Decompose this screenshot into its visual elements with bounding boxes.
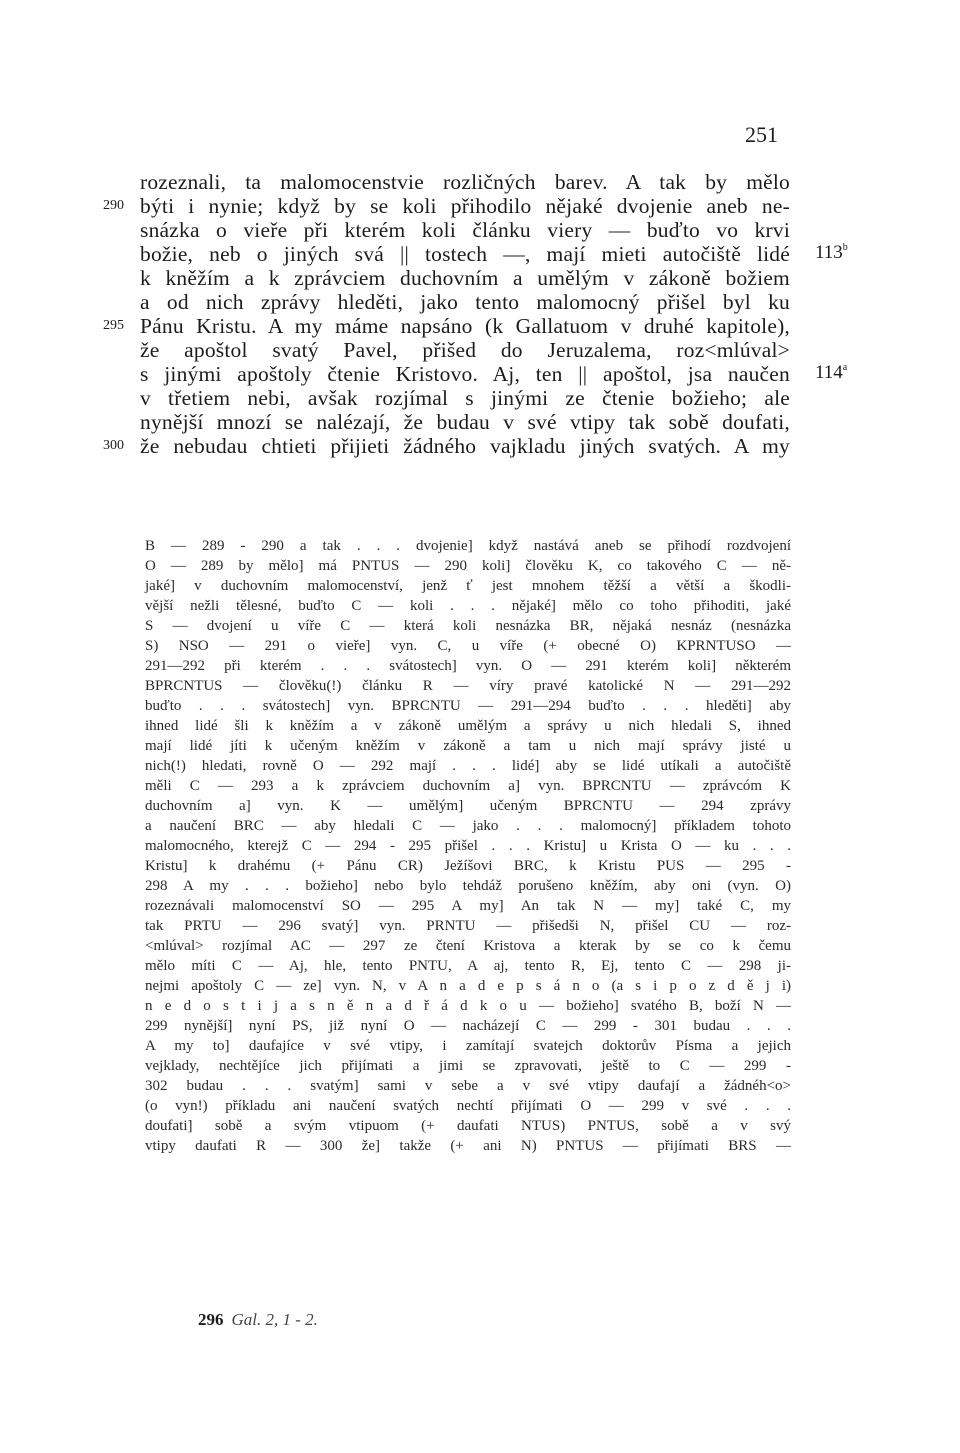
main-text-line: rozeznali, ta malomocenstvie rozličných barev. A tak by mělo xyxy=(140,170,790,194)
apparatus-line: A my to] daufajíce v své vtipy, i zamítají svatejch doktorův Písma a jejich xyxy=(145,1038,791,1054)
margin-folio-ref xyxy=(815,362,847,384)
margin-folio-side: b xyxy=(842,242,848,253)
main-text-line: k kněžím a k zprávciem duchovním a umělým v zákoně božiem xyxy=(140,266,790,290)
apparatus-line: 291—292 při kterém . . . svátostech] vyn. O — 291 kterém koli] některém xyxy=(145,658,791,674)
footnote-reference: Gal. 2, 1 - 2. xyxy=(231,1310,318,1329)
apparatus-line: nejmi apoštoly C — ze] vyn. N, v A n a d e p s á n o (a s i p o z d ě j i) xyxy=(145,978,791,994)
line-number: 290 xyxy=(103,198,124,213)
apparatus-line: jaké] v duchovním malomocenství, jenž ť jest mnohem těžší a větší a škodli- xyxy=(145,578,791,594)
apparatus-line: rozeznávali malomocenství SO — 295 A my] An tak N — my] také C, my xyxy=(145,898,791,914)
line-number: 295 xyxy=(103,318,124,333)
apparatus-line: doufati] sobě a svým vtipuom (+ daufati NTUS) PNTUS, sobě a v svý xyxy=(145,1118,791,1134)
main-text-line: a od nich zprávy hleděti, jako tento malomocný přišel byl ku xyxy=(140,290,790,314)
apparatus-line: tak PRTU — 296 svatý] vyn. PRNTU — přišedši N, přišel CU — roz- xyxy=(145,918,791,934)
margin-folio-side: a xyxy=(842,362,848,373)
apparatus-line: vtipy daufati R — 300 že] takže (+ ani N) PNTUS — přijímati BRS — xyxy=(145,1138,791,1154)
apparatus-line: buďto . . . svátostech] vyn. BPRCNTU — 291—294 buďto . . . hleděti] aby xyxy=(145,698,791,714)
apparatus-line: 302 budau . . . svatým] sami v sebe a v své vtipy daufají a žádnéh<o> xyxy=(145,1078,791,1094)
line-number: 300 xyxy=(103,438,124,453)
apparatus-line: <mlúval> rozjímal AC — 297 ze čtení Kristova a kterak by se co k čemu xyxy=(145,938,791,954)
apparatus-line: duchovním a] vyn. K — umělým] učeným BPRCNTU — 294 zprávy xyxy=(145,798,791,814)
apparatus-line: BPRCNTUS — člověku(!) článku R — víry pravé katolické N — 291—292 xyxy=(145,678,791,694)
apparatus-line: mají lidé jíti k učeným kněžím v zákoně a tam u nich mají správy jisté u xyxy=(145,738,791,754)
apparatus-line: 299 nynější] nyní PS, již nyní O — nacházejí C — 299 - 301 budau . . . xyxy=(145,1018,791,1034)
apparatus-line: malomocného, kterejž C — 294 - 295 přišel . . . Kristu] u Krista O — ku . . . xyxy=(145,838,791,854)
apparatus-line: nich(!) hledati, rovně O — 292 mají . . . lidé] aby se lidé utíkali a autočiště xyxy=(145,758,791,774)
main-text-line: nynější mnozí se nalézají, že budau v své vtipy tak sobě doufati, xyxy=(140,410,790,434)
apparatus-line: ihned lidé šli k kněžím a v zákoně umělým a správy u nich hledali S, ihned xyxy=(145,718,791,734)
apparatus-line: (o vyn!) příkladu ani naučení svatých nechtí přijímati O — 299 v své . . . xyxy=(145,1098,791,1114)
apparatus-line: B — 289 - 290 a tak . . . dvojenie] když nastává aneb se přihodí rozdvojení xyxy=(145,538,791,554)
main-text-line: že apoštol svatý Pavel, přišed do Jeruzalema, roz<mlúval> xyxy=(140,338,790,362)
page-number: 251 xyxy=(745,122,778,147)
main-text-line: božie, neb o jiných svá || tostech —, mají mieti autočiště lidé xyxy=(140,242,790,266)
footnote xyxy=(198,1310,318,1330)
apparatus-line: mělo míti C — Aj, hle, tento PNTU, A aj, tento R, Ej, tento C — 298 ji- xyxy=(145,958,791,974)
margin-folio-label: 114 xyxy=(815,362,843,383)
footnote-number: 296 xyxy=(198,1310,224,1329)
main-text-line: Pánu Kristu. A my máme napsáno (k Gallatuom v druhé kapitole), xyxy=(140,314,790,338)
main-text-line: snázka o vieře při kterém koli článku viery — buďto vo krvi xyxy=(140,218,790,242)
margin-folio-ref xyxy=(815,242,848,264)
main-text-line: že nebudau chtieti přijieti žádného vajkladu jiných svatých. A my xyxy=(140,434,790,458)
margin-folio-label: 113 xyxy=(815,242,843,263)
apparatus-line: O — 289 by mělo] má PNTUS — 290 koli] člověku K, co takového C — ně- xyxy=(145,558,791,574)
apparatus-line: vejklady, nechtějíce jich přijímati a jimi se zpravovati, ještě to C — 299 - xyxy=(145,1058,791,1074)
apparatus-line: S) NSO — 291 o vieře] vyn. C, u víře (+ obecné O) KPRNTUSO — xyxy=(145,638,791,654)
main-text-line: v třetiem nebi, avšak rozjímal s jinými ze čtenie božieho; ale xyxy=(140,386,790,410)
apparatus-line: a naučení BRC — aby hledali C — jako . . . malomocný] příkladem tohoto xyxy=(145,818,791,834)
apparatus-line: n e d o s t i j a s n ě n a d ř á d k o u — božieho] svatého B, boží N — xyxy=(145,998,791,1014)
apparatus-line: Kristu] k drahému (+ Pánu CR) Ježíšovi BRC, k Kristu PUS — 295 - xyxy=(145,858,791,874)
main-text-line: býti i nynie; když by se koli přihodilo nějaké dvojenie aneb ne- xyxy=(140,194,790,218)
apparatus-line: 298 A my . . . božieho] nebo bylo tehdáž porušeno kněžím, aby oni (vyn. O) xyxy=(145,878,791,894)
apparatus-line: vější nežli tělesné, buďto C — koli . . . nějaké] mělo co toho přihoditi, jaké xyxy=(145,598,791,614)
apparatus-line: měli C — 293 a k zprávciem duchovním a] vyn. BPRCNTU — zprávcóm K xyxy=(145,778,791,794)
main-text-line: s jinými apoštoly čtenie Kristovo. Aj, ten || apoštol, jsa naučen xyxy=(140,362,790,386)
apparatus-line: S — dvojení u víře C — která koli nesnázka BR, nějaká nesnáz (nesnázka xyxy=(145,618,791,634)
